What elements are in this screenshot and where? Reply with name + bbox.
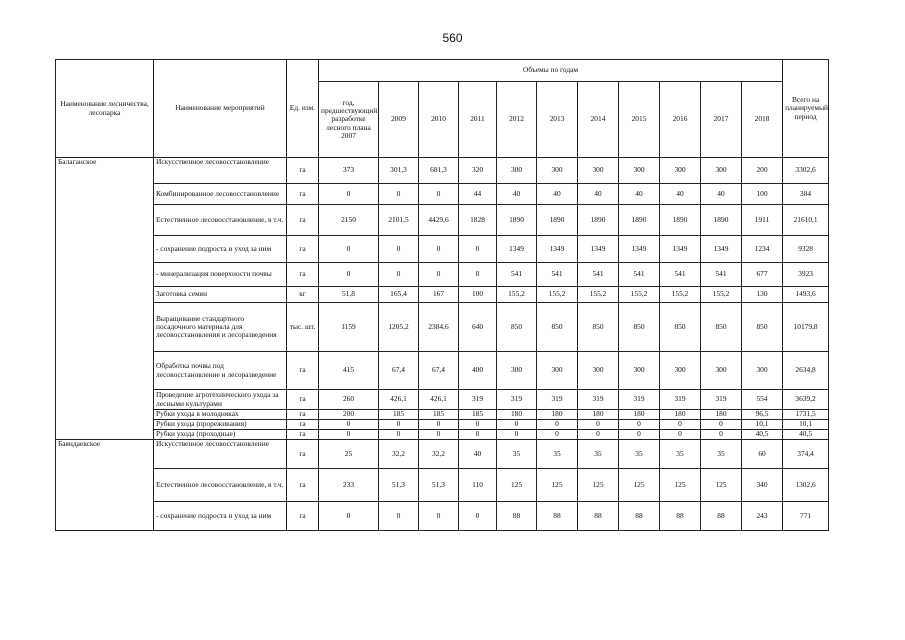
year-value: 301,3 xyxy=(379,158,419,184)
prior-year-value: 200 xyxy=(319,410,379,420)
year-value: 110 xyxy=(459,469,497,502)
table-row xyxy=(56,420,829,430)
year-value: 40,5 xyxy=(742,430,783,440)
year-value: 541 xyxy=(660,263,701,287)
total-value: 1302,6 xyxy=(783,469,829,502)
year-value: 185 xyxy=(379,410,419,420)
total-value: 40,5 xyxy=(783,430,829,440)
year-value: 850 xyxy=(660,303,701,352)
year-value: 125 xyxy=(497,469,537,502)
year-value: 319 xyxy=(619,390,660,410)
year-value: 1349 xyxy=(537,236,578,263)
year-value: 300 xyxy=(619,158,660,184)
activity-name: Заготовка семян xyxy=(154,287,287,303)
year-value: 677 xyxy=(742,263,783,287)
year-value: 67,4 xyxy=(419,352,459,390)
year-value: 180 xyxy=(497,410,537,420)
year-value: 426,1 xyxy=(379,390,419,410)
total-value: 10179,8 xyxy=(783,303,829,352)
year-value: 180 xyxy=(619,410,660,420)
header-volumes-by-year: Объемы по годам xyxy=(319,60,783,82)
year-value: 0 xyxy=(419,236,459,263)
year-value: 180 xyxy=(537,410,578,420)
unit-cell: га xyxy=(287,410,319,420)
year-value: 0 xyxy=(459,420,497,430)
year-value: 35 xyxy=(619,440,660,469)
prior-year-value: 0 xyxy=(319,430,379,440)
unit-cell: га xyxy=(287,236,319,263)
year-value: 0 xyxy=(379,420,419,430)
total-value: 771 xyxy=(783,502,829,531)
unit-cell: га xyxy=(287,184,319,205)
year-value: 40 xyxy=(497,184,537,205)
year-value: 0 xyxy=(379,430,419,440)
year-value: 35 xyxy=(660,440,701,469)
year-value: 0 xyxy=(701,430,742,440)
forestry-name: Балаганское xyxy=(56,158,154,440)
unit-cell: га xyxy=(287,469,319,502)
year-value: 300 xyxy=(660,352,701,390)
year-value: 0 xyxy=(459,430,497,440)
year-value: 300 xyxy=(578,158,619,184)
year-value: 300 xyxy=(742,352,783,390)
year-value: 300 xyxy=(578,352,619,390)
year-value: 0 xyxy=(619,420,660,430)
unit-cell: га xyxy=(287,352,319,390)
table-row xyxy=(56,205,829,236)
prior-year-value: 25 xyxy=(319,440,379,469)
year-value: 554 xyxy=(742,390,783,410)
year-value: 850 xyxy=(742,303,783,352)
year-value: 0 xyxy=(419,420,459,430)
year-value: 0 xyxy=(537,430,578,440)
year-value: 1349 xyxy=(619,236,660,263)
year-value: 0 xyxy=(497,420,537,430)
prior-year-value: 0 xyxy=(319,502,379,531)
year-value: 155,2 xyxy=(660,287,701,303)
prior-year-value: 233 xyxy=(319,469,379,502)
year-value: 88 xyxy=(660,502,701,531)
prior-year-value: 0 xyxy=(319,184,379,205)
header-year: 2011 xyxy=(459,82,497,158)
unit-cell: кг xyxy=(287,287,319,303)
year-value: 1349 xyxy=(578,236,619,263)
year-value: 1890 xyxy=(537,205,578,236)
activity-name: - минерализация поверхности почвы xyxy=(154,263,287,287)
year-value: 0 xyxy=(459,263,497,287)
prior-year-value: 415 xyxy=(319,352,379,390)
year-value: 1890 xyxy=(619,205,660,236)
year-value: 0 xyxy=(459,502,497,531)
header-year: 2017 xyxy=(701,82,742,158)
year-value: 155,2 xyxy=(497,287,537,303)
year-value: 0 xyxy=(537,420,578,430)
table-row xyxy=(56,430,829,440)
year-value: 2101,5 xyxy=(379,205,419,236)
year-value: 125 xyxy=(660,469,701,502)
activity-name: Рубки ухода (проходные) xyxy=(154,430,287,440)
year-value: 0 xyxy=(419,184,459,205)
year-value: 40 xyxy=(578,184,619,205)
year-value: 180 xyxy=(660,410,701,420)
year-value: 0 xyxy=(660,430,701,440)
header-year: 2012 xyxy=(497,82,537,158)
year-value: 0 xyxy=(379,236,419,263)
year-value: 167 xyxy=(419,287,459,303)
year-value: 300 xyxy=(537,352,578,390)
total-value: 10,1 xyxy=(783,420,829,430)
year-value: 1890 xyxy=(497,205,537,236)
year-value: 35 xyxy=(578,440,619,469)
year-value: 155,2 xyxy=(701,287,742,303)
unit-cell: га xyxy=(287,158,319,184)
year-value: 0 xyxy=(459,236,497,263)
year-value: 125 xyxy=(537,469,578,502)
year-value: 300 xyxy=(701,158,742,184)
year-value: 51,3 xyxy=(419,469,459,502)
table-row xyxy=(56,184,829,205)
header-total: Всего на планируемый период xyxy=(783,60,829,158)
year-value: 319 xyxy=(537,390,578,410)
table-row xyxy=(56,303,829,352)
table-row xyxy=(56,440,829,469)
header-year: 2010 xyxy=(419,82,459,158)
year-value: 243 xyxy=(742,502,783,531)
year-value: 0 xyxy=(379,184,419,205)
header-forestry: Наименование лесничества, лесопарка xyxy=(56,60,154,158)
year-value: 0 xyxy=(419,263,459,287)
year-value: 1205,2 xyxy=(379,303,419,352)
year-value: 67,4 xyxy=(379,352,419,390)
table-row xyxy=(56,158,829,184)
year-value: 1890 xyxy=(660,205,701,236)
year-value: 1890 xyxy=(578,205,619,236)
year-value: 35 xyxy=(497,440,537,469)
unit-cell: га xyxy=(287,205,319,236)
year-value: 51,3 xyxy=(379,469,419,502)
activity-name: Выращивание стандартного посадочного материала для лесовосстановления и лесоразведения xyxy=(154,303,287,352)
year-value: 155,2 xyxy=(619,287,660,303)
year-value: 541 xyxy=(578,263,619,287)
year-value: 200 xyxy=(742,158,783,184)
year-value: 180 xyxy=(701,410,742,420)
year-value: 1349 xyxy=(701,236,742,263)
year-value: 185 xyxy=(459,410,497,420)
year-value: 1828 xyxy=(459,205,497,236)
table-row xyxy=(56,287,829,303)
year-value: 541 xyxy=(497,263,537,287)
header-year: 2018 xyxy=(742,82,783,158)
year-value: 125 xyxy=(619,469,660,502)
total-value: 1493,6 xyxy=(783,287,829,303)
year-value: 300 xyxy=(619,352,660,390)
year-value: 40 xyxy=(660,184,701,205)
year-value: 850 xyxy=(619,303,660,352)
year-value: 541 xyxy=(701,263,742,287)
year-value: 319 xyxy=(660,390,701,410)
year-value: 319 xyxy=(459,390,497,410)
table-row xyxy=(56,410,829,420)
year-value: 300 xyxy=(497,352,537,390)
year-value: 88 xyxy=(701,502,742,531)
year-value: 130 xyxy=(742,287,783,303)
year-value: 319 xyxy=(578,390,619,410)
unit-cell: га xyxy=(287,263,319,287)
year-value: 681,3 xyxy=(419,158,459,184)
year-value: 125 xyxy=(578,469,619,502)
year-value: 35 xyxy=(537,440,578,469)
activity-name: Искусственное лесовосстановление xyxy=(154,158,287,184)
header-year: 2016 xyxy=(660,82,701,158)
table-row xyxy=(56,236,829,263)
year-value: 541 xyxy=(619,263,660,287)
activity-name: Проведение агротехнического ухода за лесными культурами xyxy=(154,390,287,410)
year-value: 180 xyxy=(578,410,619,420)
activity-name: - сохранение подроста и уход за ним xyxy=(154,236,287,263)
prior-year-value: 1159 xyxy=(319,303,379,352)
year-value: 850 xyxy=(701,303,742,352)
year-value: 96,5 xyxy=(742,410,783,420)
header-year-prior: год, предшествующий разработке лесного плана 2007 xyxy=(319,82,379,158)
year-value: 0 xyxy=(379,263,419,287)
year-value: 4429,6 xyxy=(419,205,459,236)
total-value: 1731,5 xyxy=(783,410,829,420)
activity-name: Естественное лесовосстановление, в т.ч. xyxy=(154,469,287,502)
year-value: 0 xyxy=(660,420,701,430)
year-value: 541 xyxy=(537,263,578,287)
year-value: 0 xyxy=(578,430,619,440)
header-unit: Ед. изм. xyxy=(287,60,319,158)
total-value: 3923 xyxy=(783,263,829,287)
year-value: 1890 xyxy=(701,205,742,236)
unit-cell: тыс. шт. xyxy=(287,303,319,352)
year-value: 319 xyxy=(497,390,537,410)
year-value: 100 xyxy=(459,287,497,303)
total-value: 2634,8 xyxy=(783,352,829,390)
year-value: 155,2 xyxy=(578,287,619,303)
year-value: 165,4 xyxy=(379,287,419,303)
activity-name: - сохранение подроста и уход за ним xyxy=(154,502,287,531)
table-row xyxy=(56,390,829,410)
forest-plan-table xyxy=(55,59,829,531)
year-value: 640 xyxy=(459,303,497,352)
header-year: 2009 xyxy=(379,82,419,158)
prior-year-value: 0 xyxy=(319,236,379,263)
year-value: 300 xyxy=(701,352,742,390)
prior-year-value: 51,8 xyxy=(319,287,379,303)
year-value: 0 xyxy=(419,502,459,531)
year-value: 88 xyxy=(619,502,660,531)
year-value: 40 xyxy=(537,184,578,205)
unit-cell: га xyxy=(287,430,319,440)
activity-name: Рубки ухода (прореживания) xyxy=(154,420,287,430)
year-value: 1349 xyxy=(497,236,537,263)
year-value: 340 xyxy=(742,469,783,502)
year-value: 35 xyxy=(701,440,742,469)
year-value: 850 xyxy=(537,303,578,352)
year-value: 0 xyxy=(419,430,459,440)
year-value: 40 xyxy=(701,184,742,205)
year-value: 40 xyxy=(619,184,660,205)
year-value: 10,1 xyxy=(742,420,783,430)
total-value: 21610,1 xyxy=(783,205,829,236)
year-value: 0 xyxy=(578,420,619,430)
year-value: 2384,6 xyxy=(419,303,459,352)
year-value: 1911 xyxy=(742,205,783,236)
year-value: 300 xyxy=(497,158,537,184)
unit-cell: га xyxy=(287,440,319,469)
activity-name: Комбинированное лесовосстановление xyxy=(154,184,287,205)
prior-year-value: 0 xyxy=(319,263,379,287)
year-value: 32,2 xyxy=(419,440,459,469)
prior-year-value: 0 xyxy=(319,420,379,430)
prior-year-value: 2150 xyxy=(319,205,379,236)
prior-year-value: 373 xyxy=(319,158,379,184)
year-value: 60 xyxy=(742,440,783,469)
unit-cell: га xyxy=(287,502,319,531)
year-value: 300 xyxy=(660,158,701,184)
year-value: 125 xyxy=(701,469,742,502)
year-value: 850 xyxy=(578,303,619,352)
unit-cell: га xyxy=(287,390,319,410)
year-value: 88 xyxy=(578,502,619,531)
total-value: 9328 xyxy=(783,236,829,263)
total-value: 384 xyxy=(783,184,829,205)
activity-name: Обработка почвы под лесовосстановление и лесоразведение xyxy=(154,352,287,390)
year-value: 320 xyxy=(459,158,497,184)
year-value: 88 xyxy=(537,502,578,531)
year-value: 100 xyxy=(742,184,783,205)
table-row xyxy=(56,502,829,531)
total-value: 374,4 xyxy=(783,440,829,469)
header-year: 2014 xyxy=(578,82,619,158)
unit-cell: га xyxy=(287,420,319,430)
prior-year-value: 260 xyxy=(319,390,379,410)
activity-name: Естественное лесовосстановление, в т.ч. xyxy=(154,205,287,236)
forestry-name: Баяндаевское xyxy=(56,440,154,531)
year-value: 40 xyxy=(459,440,497,469)
total-value: 3639,2 xyxy=(783,390,829,410)
table-row xyxy=(56,263,829,287)
year-value: 88 xyxy=(497,502,537,531)
year-value: 32,2 xyxy=(379,440,419,469)
table-row xyxy=(56,352,829,390)
year-value: 850 xyxy=(497,303,537,352)
header-year: 2015 xyxy=(619,82,660,158)
year-value: 1234 xyxy=(742,236,783,263)
activity-name: Искусственное лесовосстановление xyxy=(154,440,287,469)
year-value: 400 xyxy=(459,352,497,390)
table-row xyxy=(56,469,829,502)
year-value: 44 xyxy=(459,184,497,205)
year-value: 0 xyxy=(701,420,742,430)
year-value: 426,1 xyxy=(419,390,459,410)
year-value: 319 xyxy=(701,390,742,410)
total-value: 3302,6 xyxy=(783,158,829,184)
year-value: 0 xyxy=(379,502,419,531)
page-number: 560 xyxy=(442,31,463,45)
year-value: 155,2 xyxy=(537,287,578,303)
activity-name: Рубки ухода в молодняках xyxy=(154,410,287,420)
year-value: 1349 xyxy=(660,236,701,263)
year-value: 300 xyxy=(537,158,578,184)
year-value: 185 xyxy=(419,410,459,420)
year-value: 0 xyxy=(497,430,537,440)
header-activity: Наименование мероприятий xyxy=(154,60,287,158)
header-year: 2013 xyxy=(537,82,578,158)
year-value: 0 xyxy=(619,430,660,440)
